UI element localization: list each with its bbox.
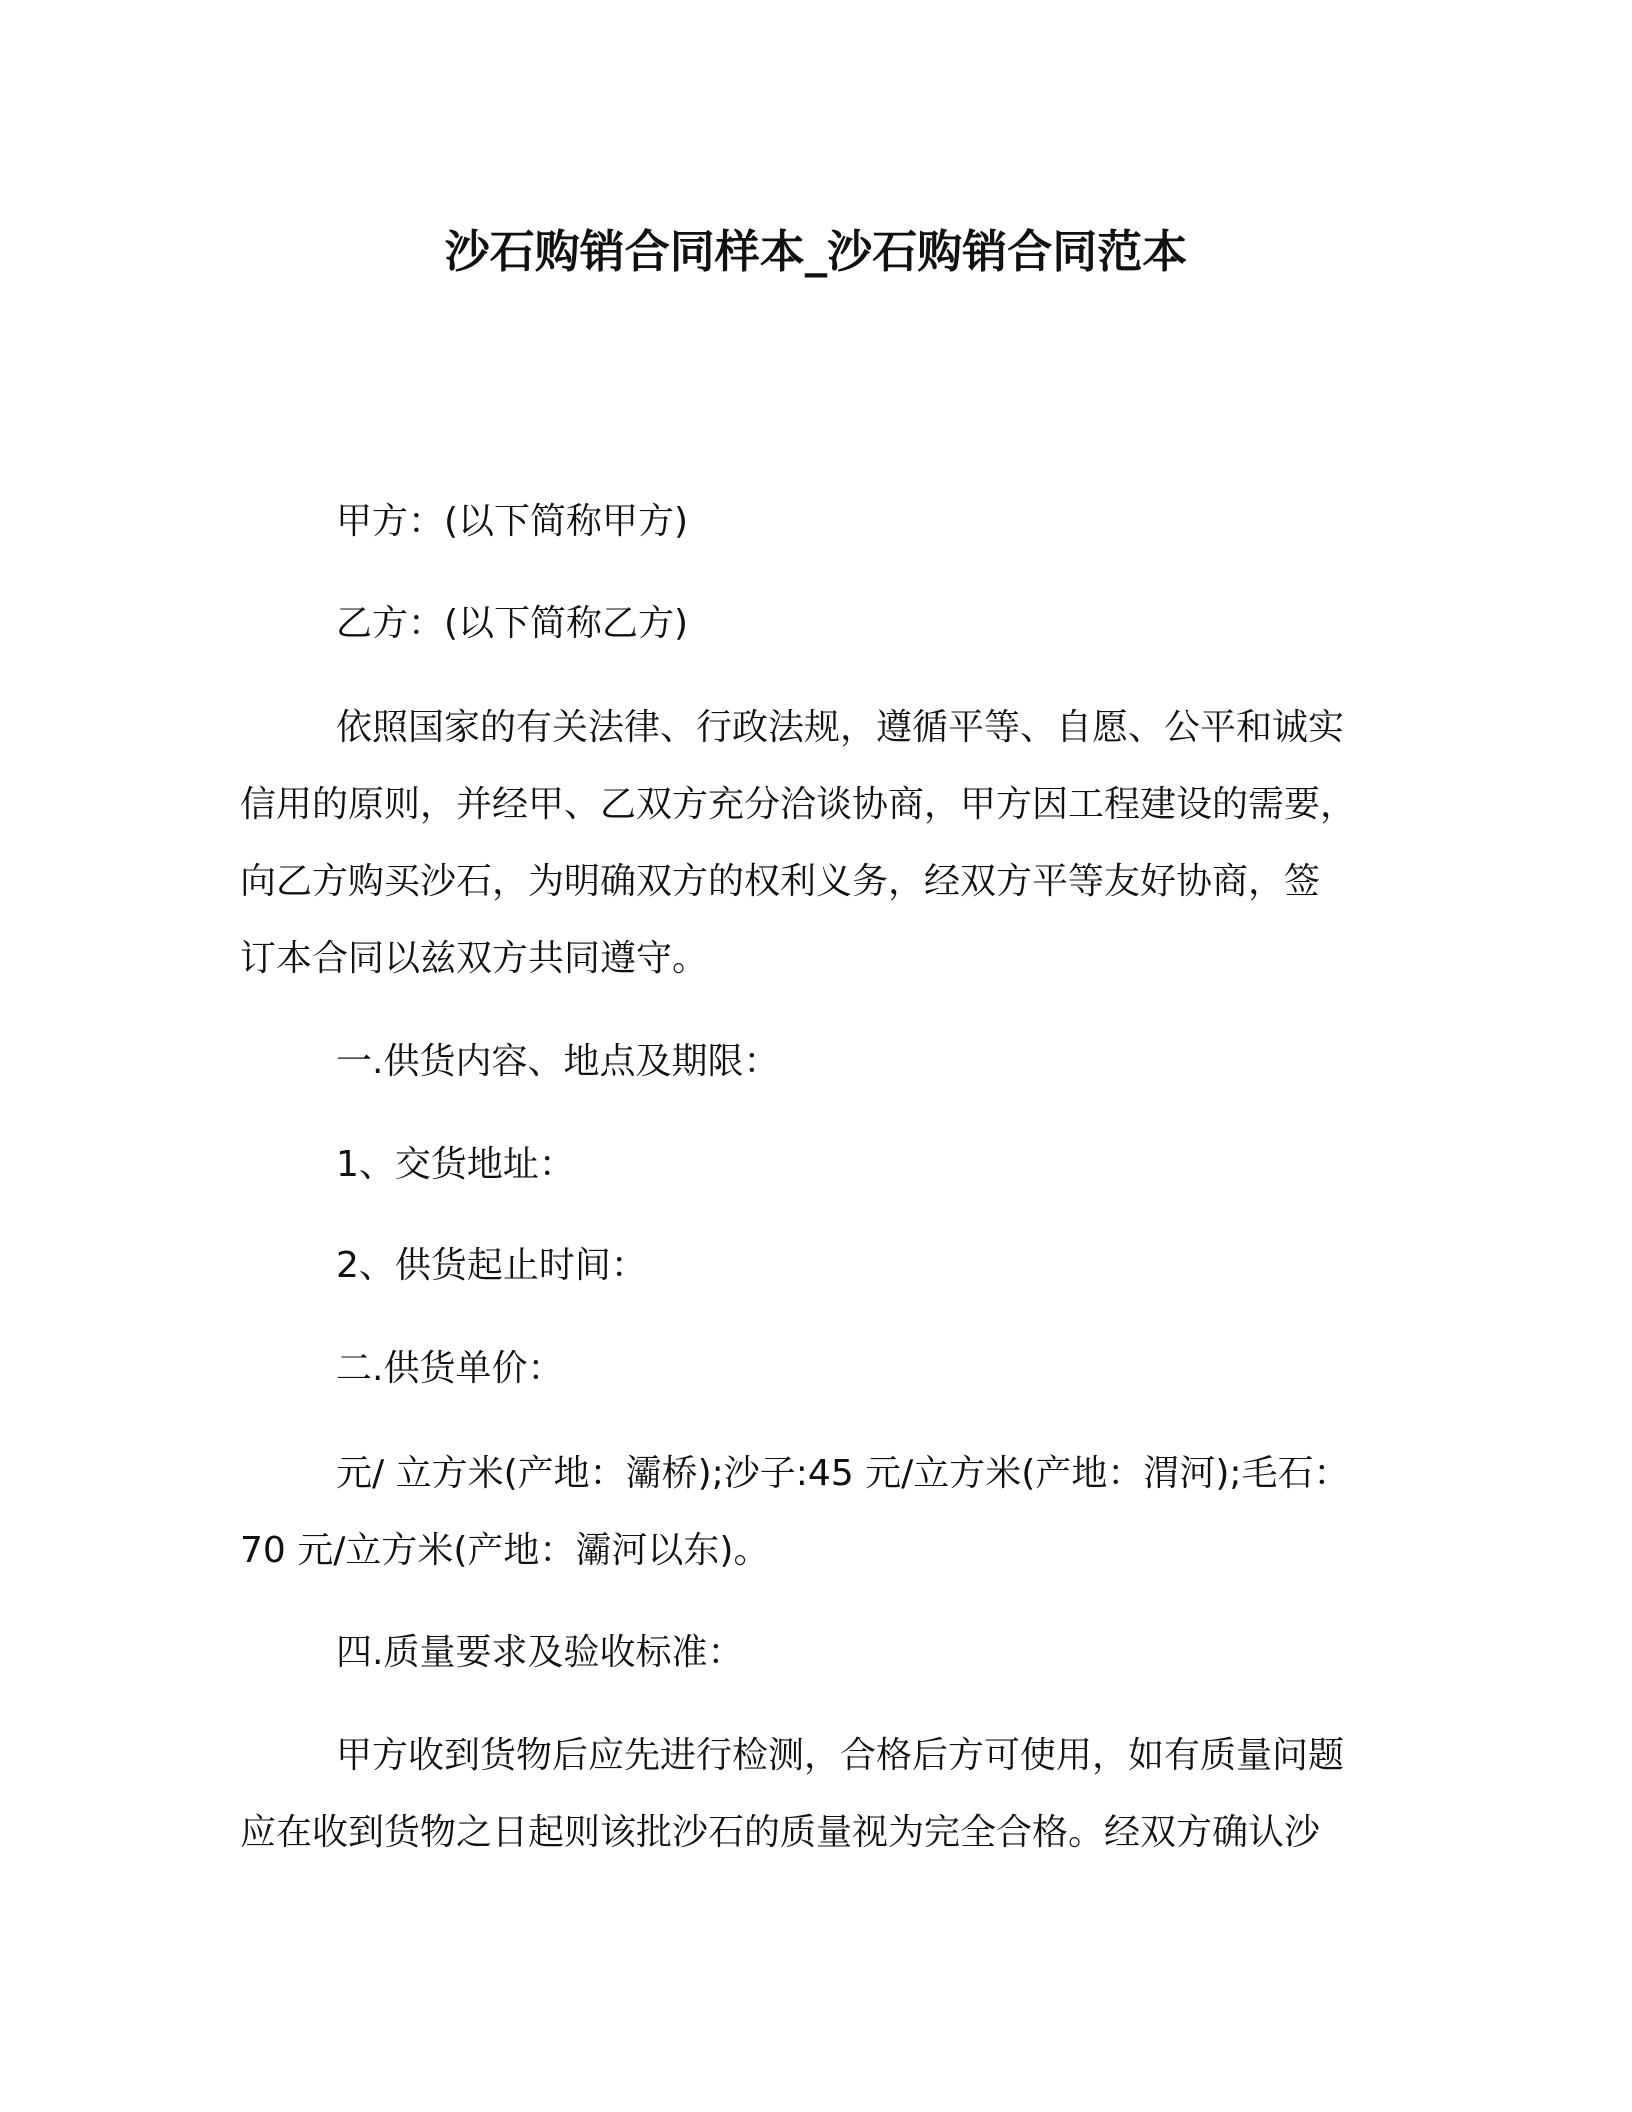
item-line: 1、交货地址： <box>336 1144 575 1185</box>
section-2-heading <box>240 1330 1390 1407</box>
section-1-item-2 <box>240 1227 1390 1304</box>
paragraph-line: 信用的原则，并经甲、乙双方充分洽谈协商，甲方因工程建设的需要， <box>240 784 1357 825</box>
heading-line: 二.供货单价： <box>336 1348 564 1389</box>
party-b-paragraph <box>240 585 1390 662</box>
paragraph-line: 订本合同以兹双方共同遵守。 <box>240 938 709 979</box>
heading-line: 四.质量要求及验收标准： <box>336 1632 744 1673</box>
paragraph-line: 元/ 立方米(产地：灞桥);沙子:45 元/立方米(产地：渭河);毛石： <box>336 1453 1350 1494</box>
paragraph-line: 乙方：(以下简称乙方) <box>336 603 689 644</box>
item-line: 2、供货起止时间： <box>336 1245 647 1286</box>
heading-line: 一.供货内容、地点及期限： <box>336 1041 780 1082</box>
preamble-paragraph <box>240 689 1390 997</box>
paragraph-line: 向乙方购买沙石，为明确双方的权利义务，经双方平等友好协商，签 <box>240 861 1321 902</box>
paragraph-line: 应在收到货物之日起则该批沙石的质量视为完全合格。经双方确认沙 <box>240 1812 1321 1853</box>
party-a-paragraph <box>240 483 1390 560</box>
paragraph-line: 70 元/立方米(产地：灞河以东)。 <box>240 1530 770 1571</box>
section-1-heading <box>240 1023 1390 1100</box>
document-title: 沙石购销合同样本_沙石购销合同范本 <box>444 225 1188 278</box>
section-1-item-1 <box>240 1126 1390 1203</box>
paragraph-line: 甲方收到货物后应先进行检测，合格后方可使用，如有质量问题 <box>336 1735 1345 1776</box>
section-4-heading <box>240 1614 1390 1691</box>
paragraph-line: 甲方：(以下简称甲方) <box>336 501 689 542</box>
quality-paragraph <box>240 1717 1390 1871</box>
paragraph-line: 依照国家的有关法律、行政法规，遵循平等、自愿、公平和诚实 <box>336 707 1345 748</box>
unit-prices-paragraph <box>240 1435 1390 1589</box>
